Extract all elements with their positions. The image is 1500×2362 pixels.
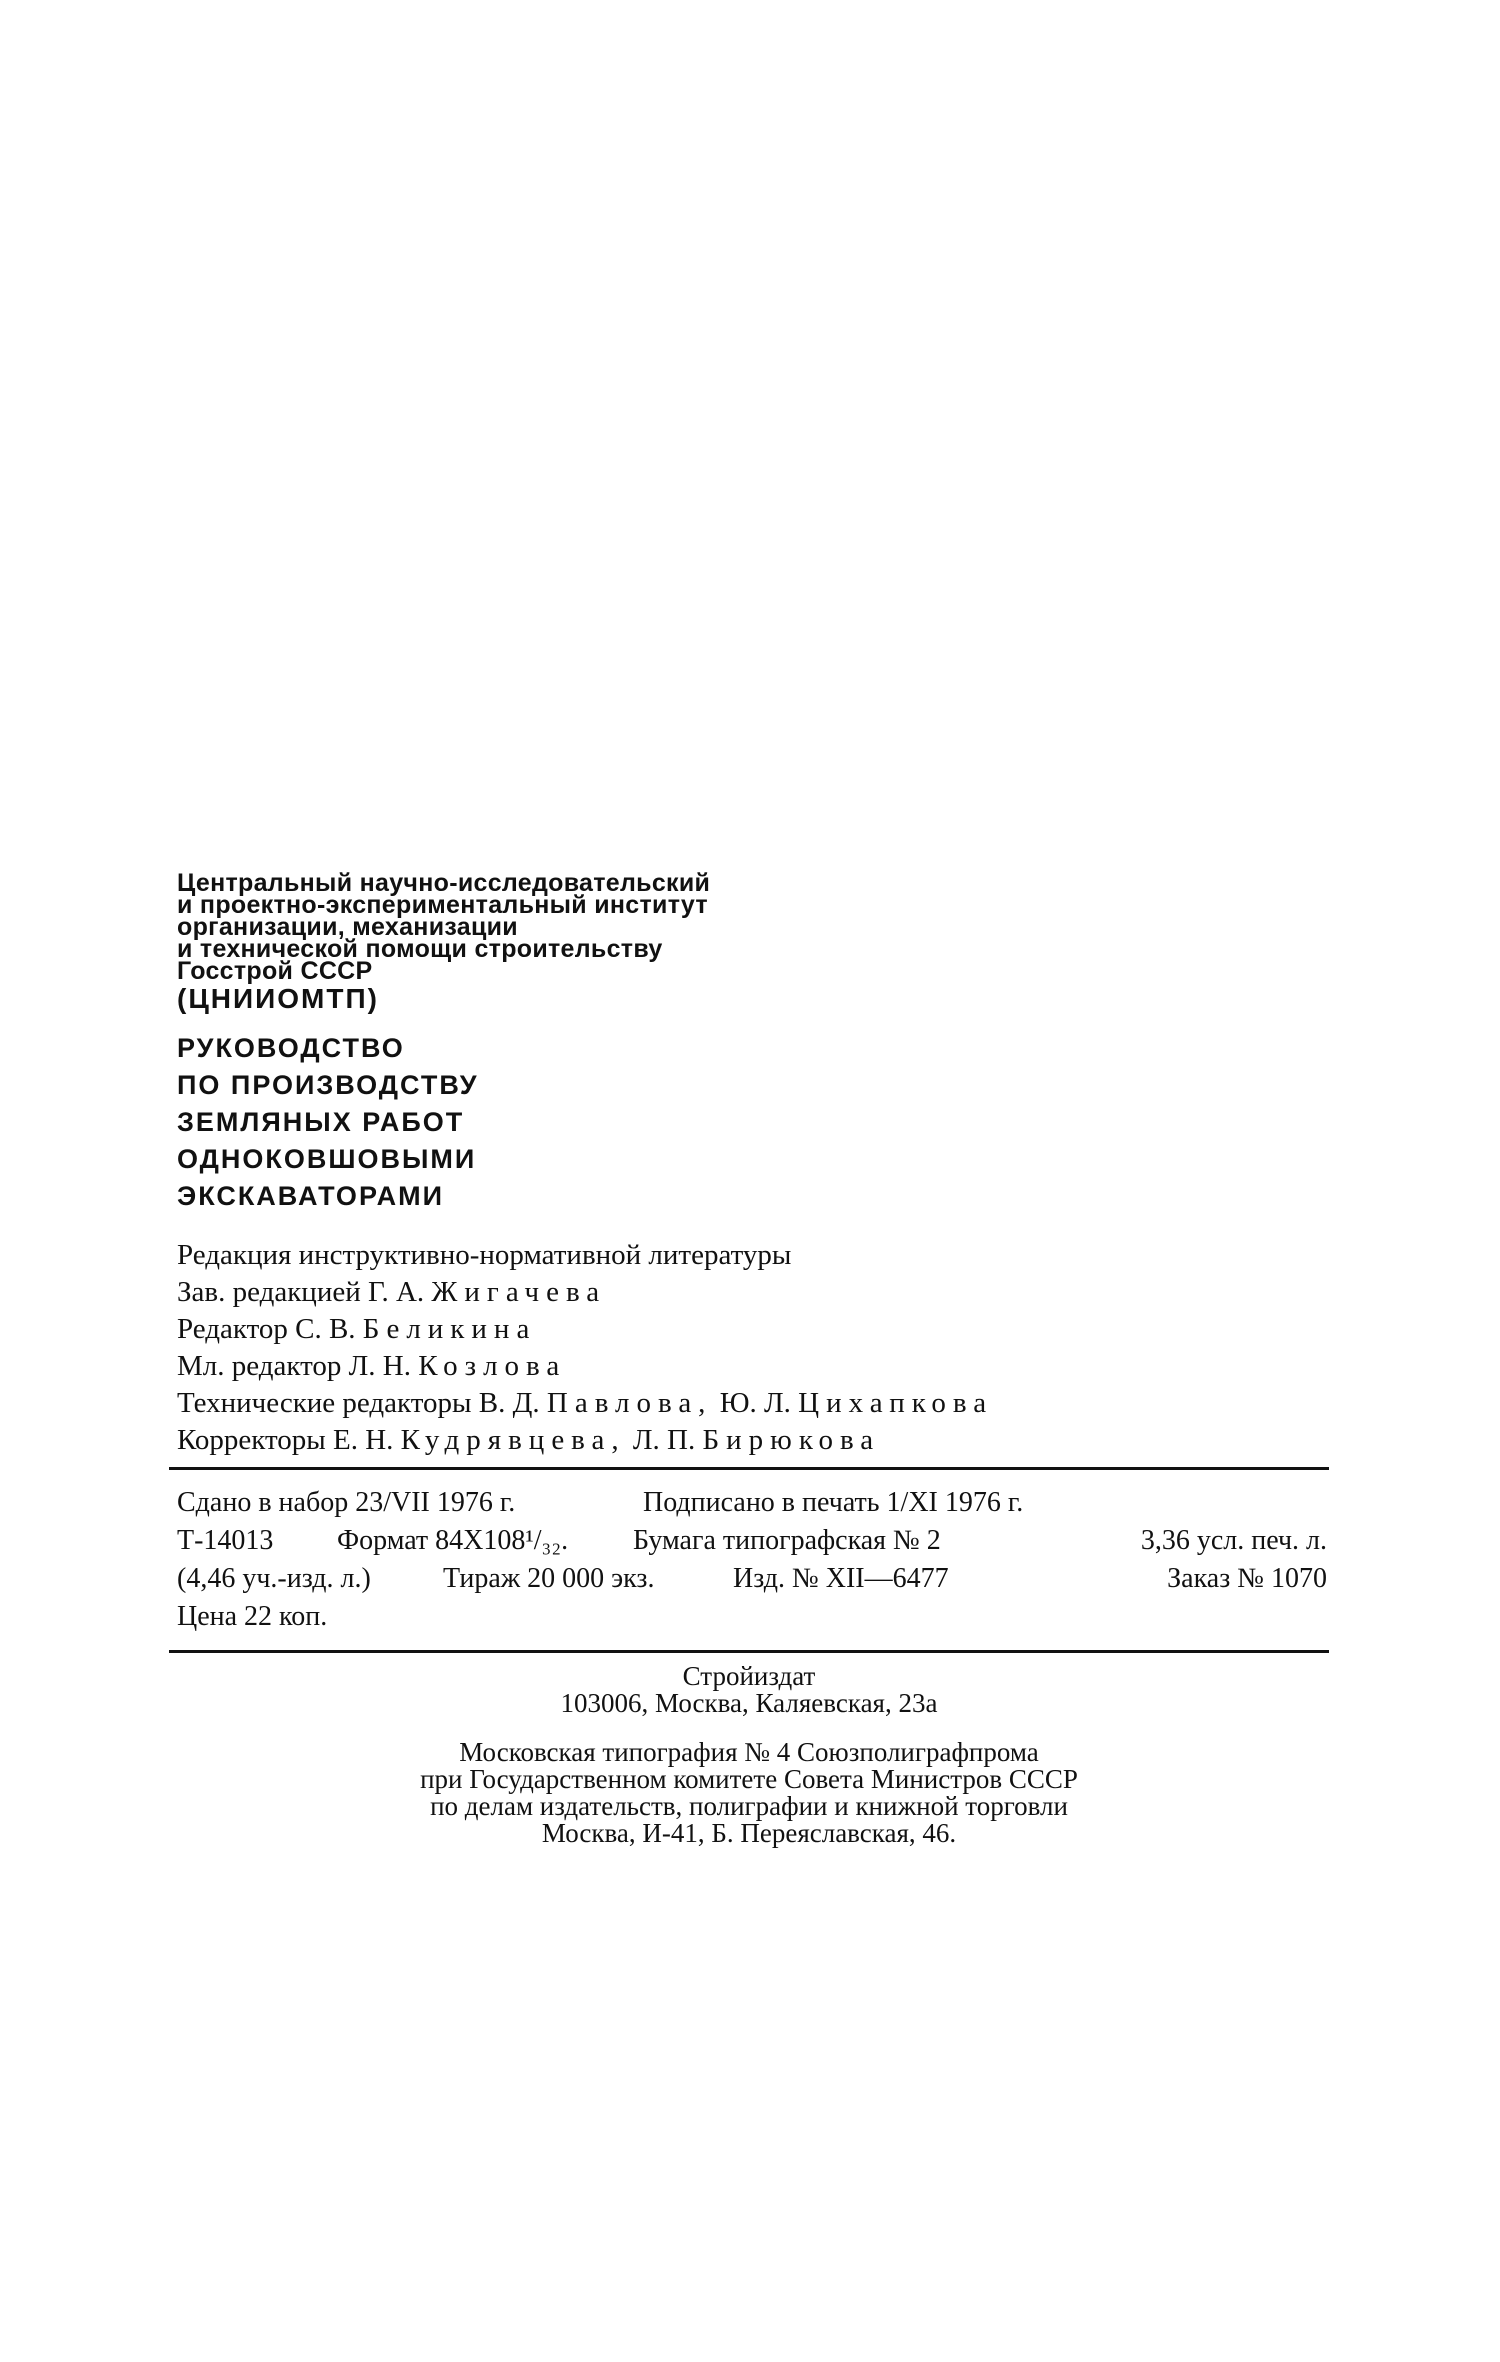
- print-details-row: [177, 1560, 1327, 1598]
- organization-abbreviation: (ЦНИИОМТП): [177, 983, 379, 1014]
- technical-editors-line: [177, 1385, 1327, 1422]
- divider-bottom: [169, 1650, 1329, 1653]
- title-line: ЭКСКАВАТОРАМИ: [177, 1181, 444, 1211]
- print-details-row: [177, 1522, 1327, 1560]
- title-line: ОДНОКОВШОВЫМИ: [177, 1144, 477, 1174]
- technical-editor-name: Павлова,: [546, 1387, 713, 1419]
- format: Формат 84Х108¹/₃₂.: [337, 1525, 569, 1556]
- edition-sheets: (4,46 уч.-изд. л.): [177, 1563, 371, 1594]
- title-line: ЗЕМЛЯНЫХ РАБОТ: [177, 1107, 465, 1137]
- signed-date: Подписано в печать 1/XI 1976 г.: [643, 1487, 1024, 1518]
- price: Цена 22 коп.: [177, 1601, 328, 1632]
- printer-line: по делам издательств, полиграфии и книжной торговли: [430, 1791, 1068, 1821]
- print-details-row: [177, 1484, 1327, 1522]
- editor-role: Редактор С. В.: [177, 1313, 356, 1345]
- submitted-date: Сдано в набор 23/VII 1976 г.: [177, 1487, 516, 1518]
- technical-editor-initials: Ю. Л.: [719, 1387, 791, 1419]
- printed-sheets: 3,36 усл. печ. л.: [1140, 1525, 1327, 1556]
- junior-editor-role: Мл. редактор Л. Н.: [177, 1350, 411, 1382]
- title-line: ПО ПРОИЗВОДСТВУ: [177, 1070, 479, 1100]
- proofreader-initials: Л. П.: [632, 1424, 696, 1456]
- organization-line: и технической помощи строительству: [177, 935, 663, 963]
- organization-block: [177, 869, 1327, 1014]
- head-editor-role: Зав. редакцией Г. А.: [177, 1276, 425, 1308]
- printer-line: Москва, И-41, Б. Переяславская, 46.: [541, 1818, 957, 1848]
- proofreader-name: Бирюкова: [702, 1424, 881, 1456]
- organization-line: и проектно-экспериментальный институт: [177, 891, 708, 919]
- technical-editors-role: Технические редакторы В. Д.: [177, 1387, 540, 1419]
- junior-editor-line: [177, 1348, 1327, 1385]
- print-details-row: [177, 1598, 1327, 1636]
- junior-editor-name: Козлова: [418, 1350, 567, 1382]
- editorial-staff: [177, 1237, 1327, 1459]
- paper-type: Бумага типографская № 2: [633, 1525, 941, 1556]
- edition-line: Редакция инструктивно-нормативной литературы: [177, 1239, 792, 1271]
- organization-line: организации, механизации: [177, 913, 518, 941]
- print-details: [177, 1484, 1327, 1636]
- order-number: Заказ № 1070: [1167, 1563, 1327, 1594]
- divider-top: [169, 1467, 1329, 1470]
- printer-line: при Государственном комитете Совета Министров СССР: [420, 1764, 1078, 1794]
- imprint-page: [177, 869, 1327, 1848]
- publisher-address: 103006, Москва, Каляевская, 23а: [560, 1688, 938, 1718]
- book-title: [177, 1030, 1327, 1215]
- proofreader-name: Кудрявцева,: [400, 1424, 626, 1456]
- publisher-name: Стройиздат: [682, 1661, 816, 1691]
- printer-line: Московская типография № 4 Союзполиграфпрома: [459, 1737, 1039, 1767]
- organization-line: Госстрой СССР: [177, 957, 373, 985]
- print-run: Тираж 20 000 экз.: [443, 1563, 655, 1594]
- catalog-code: Т-14013: [177, 1525, 274, 1556]
- technical-editor-name: Цихапкова: [798, 1387, 994, 1419]
- publication-number: Изд. № XII—6477: [733, 1563, 949, 1594]
- publisher-block: [169, 1663, 1329, 1847]
- editor-name: Беликина: [362, 1313, 537, 1345]
- organization-line: Центральный научно-исследовательский: [177, 869, 711, 897]
- proofreaders-role: Корректоры Е. Н.: [177, 1424, 394, 1456]
- head-editor-line: [177, 1274, 1327, 1311]
- head-editor-name: Жигачева: [431, 1276, 607, 1308]
- proofreaders-line: [177, 1422, 1327, 1459]
- title-line: РУКОВОДСТВО: [177, 1033, 405, 1063]
- editor-line: [177, 1311, 1327, 1348]
